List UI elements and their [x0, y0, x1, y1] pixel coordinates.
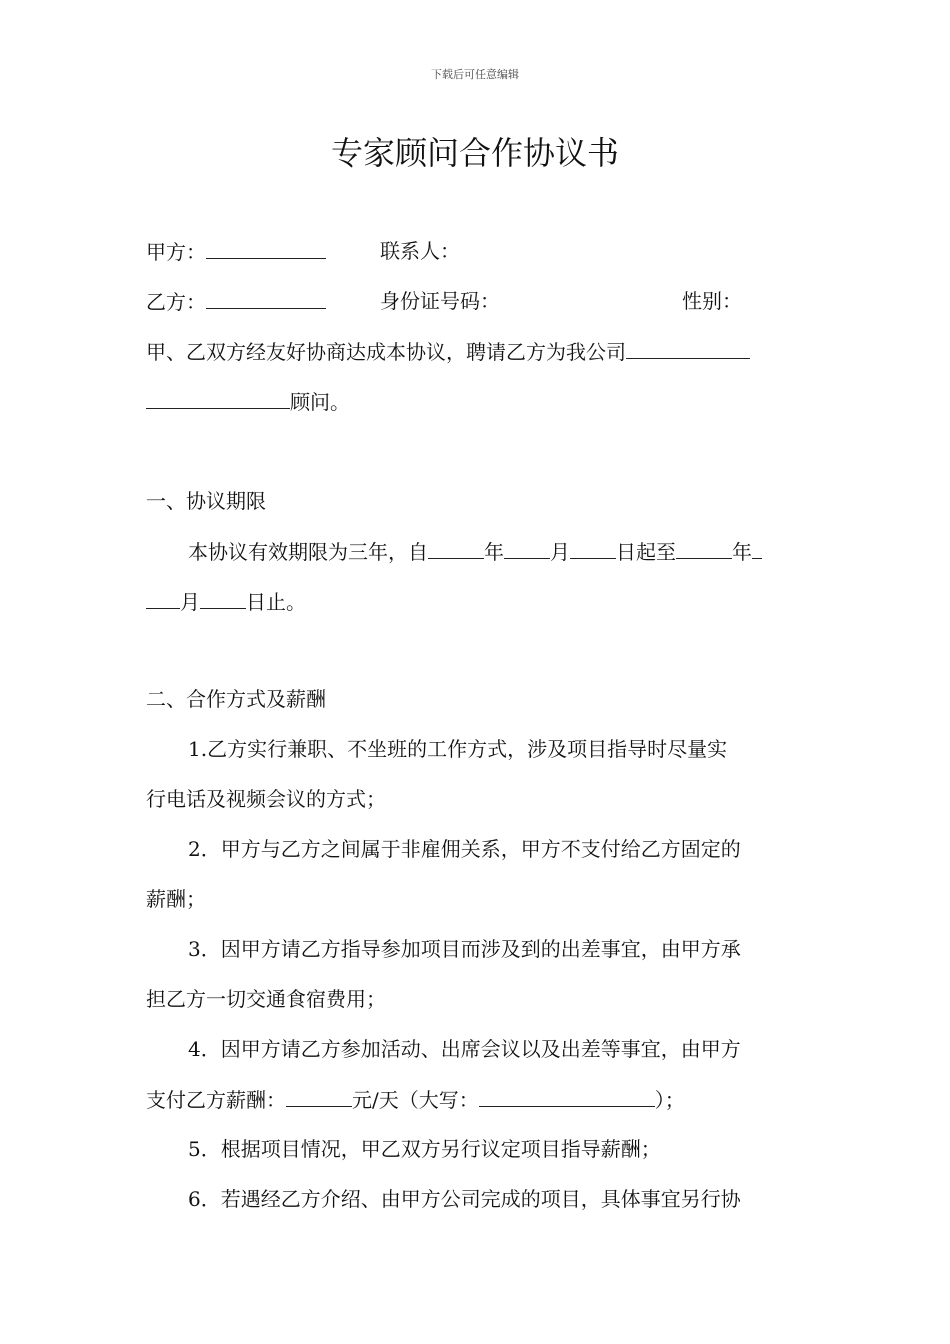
item4-line1: 4．因甲方请乙方参加活动、出席会议以及出差等事宜，由甲方 [188, 1037, 741, 1061]
daily-rate-blank [286, 1084, 352, 1107]
item6-line1: 6．若遇经乙方介绍、由甲方公司完成的项目，具体事宜另行协 [188, 1187, 741, 1211]
item2-line1: 2．甲方与乙方之间属于非雇佣关系，甲方不支付给乙方固定的 [188, 837, 741, 861]
intro-line-2 [146, 386, 350, 416]
start-year-blank [428, 536, 484, 559]
pay-prefix: 支付乙方薪酬： [146, 1088, 286, 1112]
end-year-blank [676, 536, 732, 559]
intro-blank-2 [146, 386, 290, 409]
pay-close: ）； [654, 1088, 685, 1112]
end-year-label: 年 [732, 540, 752, 564]
id-number-label: 身份证号码： [380, 289, 500, 313]
day-from-label: 日起至 [616, 540, 676, 564]
party-a-label: 甲方： [146, 240, 206, 264]
item1-line1: 1.乙方实行兼职、不坐班的工作方式，涉及项目指导时尽量实 [188, 737, 728, 761]
document-title: 专家顾问合作协议书 [330, 134, 619, 172]
item1-line2: 行电话及视频会议的方式； [146, 787, 386, 811]
intro-blank-1 [626, 336, 750, 359]
party-b-line [146, 286, 326, 316]
party-b-blank [206, 286, 326, 309]
day-end-label: 日止。 [246, 590, 306, 614]
intro-suffix: 顾问。 [290, 390, 350, 414]
start-month-blank [504, 536, 550, 559]
party-b-label: 乙方： [146, 290, 206, 314]
end-month-blank-start [752, 536, 762, 559]
month-label: 月 [550, 540, 570, 564]
term-text: 本协议有效期限为三年，自 [188, 540, 428, 564]
intro-line-1 [146, 336, 750, 366]
section1-text-line2 [146, 586, 306, 616]
item3-line1: 3．因甲方请乙方指导参加项目而涉及到的出差事宜，由甲方承 [188, 937, 741, 961]
item3-line2: 担乙方一切交通食宿费用； [146, 987, 386, 1011]
item4-line2 [146, 1084, 685, 1114]
item5-line: 5．根据项目情况，甲乙双方另行议定项目指导薪酬； [188, 1137, 661, 1161]
contact-label: 联系人： [380, 239, 460, 263]
gender-label: 性别： [682, 289, 742, 313]
end-month-blank [146, 586, 180, 609]
year-label: 年 [484, 540, 504, 564]
section1-text-line1 [188, 536, 762, 566]
party-a-blank [206, 236, 326, 259]
party-a-line [146, 236, 326, 266]
end-month-label: 月 [180, 590, 200, 614]
pay-unit: 元/天（大写： [352, 1088, 479, 1112]
end-day-blank [200, 586, 246, 609]
header-note: 下载后可任意编辑 [431, 68, 519, 81]
amount-in-words-blank [479, 1084, 655, 1107]
intro-text: 甲、乙双方经友好协商达成本协议，聘请乙方为我公司 [146, 340, 626, 364]
start-day-blank [570, 536, 616, 559]
section1-heading: 一、协议期限 [146, 489, 266, 513]
section2-heading: 二、合作方式及薪酬 [146, 687, 326, 711]
item2-line2: 薪酬； [146, 887, 206, 911]
